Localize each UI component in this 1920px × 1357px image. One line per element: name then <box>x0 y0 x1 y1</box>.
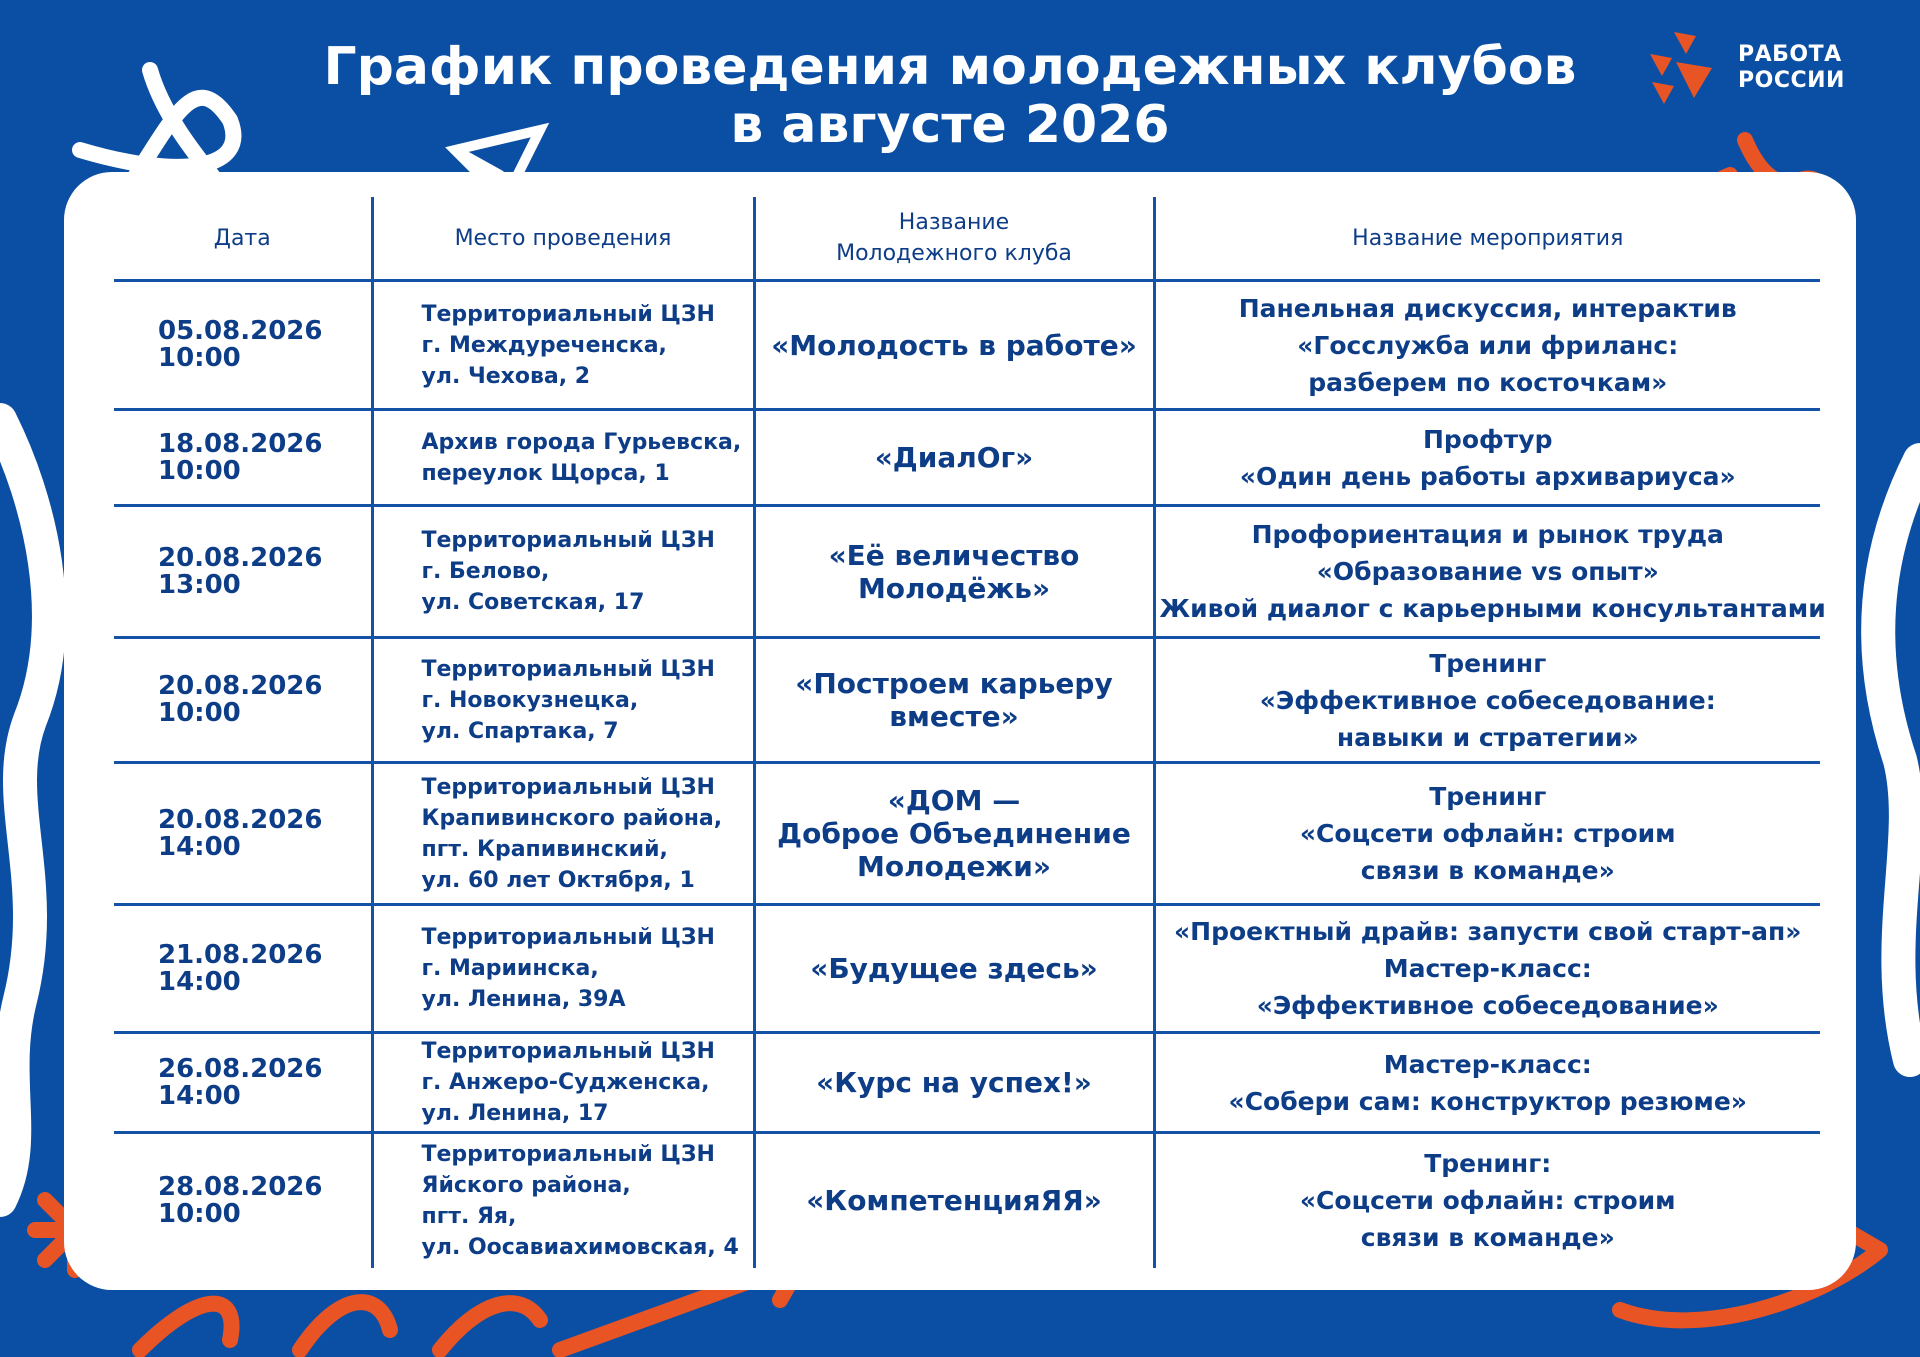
header-date: Дата <box>213 225 271 251</box>
schedule-card <box>64 172 1856 1290</box>
event-line: Профтур <box>1423 424 1553 454</box>
event-cell <box>1154 281 1820 410</box>
place-line: Территориальный ЦЗН <box>421 925 715 950</box>
left-squiggle <box>0 420 49 1200</box>
event-date: 18.08.2026 <box>158 428 323 459</box>
header-event: Название мероприятия <box>1154 197 1820 281</box>
event-cell <box>1154 506 1826 638</box>
place-cell <box>372 506 754 638</box>
place-line: г. Белово, <box>421 559 550 584</box>
event-line: Тренинг <box>1429 648 1547 678</box>
event-date: 20.08.2026 <box>158 542 323 573</box>
club-name-line: «Курс на успех!» <box>816 1066 1092 1099</box>
club-name-line: Молодёжь» <box>857 571 1051 605</box>
table-row <box>114 638 1820 763</box>
place-line: Территориальный ЦЗН <box>421 774 715 800</box>
place-line: Территориальный ЦЗН <box>421 656 715 682</box>
club-name-line: Доброе Объединение <box>777 817 1131 850</box>
place-line: ул. Спартака, 7 <box>421 718 619 744</box>
date-cell <box>114 281 372 410</box>
event-time: 14:00 <box>158 1080 241 1111</box>
event-cell <box>1154 905 1820 1033</box>
event-time: 13:00 <box>158 569 241 600</box>
place-cell <box>372 763 754 905</box>
place-line: ул. Ленина, 39А <box>421 987 626 1012</box>
logo-arrows-icon <box>1646 28 1722 110</box>
event-line: Панельная дискуссия, интерактив <box>1238 293 1737 323</box>
event-cell <box>1154 1133 1820 1268</box>
place-line: Территориальный ЦЗН <box>421 301 715 327</box>
club-name-line: Молодежи» <box>856 850 1052 883</box>
table-header-row <box>114 197 1820 281</box>
event-line: «Соцсети офлайн: строим <box>1299 1186 1676 1216</box>
place-line: Территориальный ЦЗН <box>421 1039 715 1064</box>
place-line: ул. Ленина, 17 <box>421 1101 609 1126</box>
table-row <box>114 281 1820 410</box>
place-line: Крапивинского района, <box>421 805 723 831</box>
date-cell <box>114 638 372 763</box>
place-cell <box>372 905 754 1033</box>
place-cell <box>372 410 754 506</box>
event-line: «Собери сам: конструктор резюме» <box>1228 1086 1747 1116</box>
event-line: «Эффективное собеседование: <box>1259 685 1716 715</box>
table-row <box>114 1133 1820 1268</box>
header-club <box>754 197 1154 281</box>
place-cell <box>372 1133 754 1268</box>
header-place: Место проведения <box>372 197 754 281</box>
place-line: г. Анжеро-Судженска, <box>421 1070 710 1095</box>
place-line: ул. Советская, 17 <box>421 590 645 615</box>
event-line: навыки и стратегии» <box>1336 722 1639 752</box>
club-name-line: «КомпетенцияЯЯ» <box>806 1184 1102 1218</box>
place-cell <box>372 1033 754 1133</box>
event-line: Тренинг: <box>1424 1149 1552 1179</box>
event-line: «Один день работы архивариуса» <box>1239 461 1736 491</box>
date-cell <box>114 410 372 506</box>
date-cell <box>114 905 372 1033</box>
date-cell <box>114 506 372 638</box>
event-date: 26.08.2026 <box>158 1053 323 1084</box>
event-cell <box>1154 638 1820 763</box>
table-row <box>114 905 1820 1033</box>
place-line: переулок Щорса, 1 <box>421 460 670 486</box>
event-line: связи в команде» <box>1360 1223 1615 1253</box>
club-name-line: «Молодость в работе» <box>771 328 1137 362</box>
event-cell <box>1154 410 1820 506</box>
event-time: 10:00 <box>158 698 241 728</box>
event-line: Тренинг <box>1429 782 1547 811</box>
event-date: 20.08.2026 <box>158 804 323 835</box>
place-cell <box>372 281 754 410</box>
place-cell <box>372 638 754 763</box>
event-date: 20.08.2026 <box>158 671 323 701</box>
event-date: 28.08.2026 <box>158 1171 323 1202</box>
club-cell <box>754 281 1154 410</box>
event-line: Мастер-класс: <box>1383 954 1592 983</box>
event-line: «Эффективное собеседование» <box>1256 991 1719 1020</box>
page-title <box>300 38 1600 154</box>
club-cell <box>754 1033 1154 1133</box>
event-time: 10:00 <box>158 343 241 373</box>
event-time: 10:00 <box>158 455 241 486</box>
table-row <box>114 1033 1820 1133</box>
club-name-line: «Построем карьеру <box>795 667 1113 700</box>
club-name-line: «ДиалОг» <box>874 441 1034 474</box>
event-line: «Соцсети офлайн: строим <box>1299 819 1676 848</box>
place-line: ул. Чехова, 2 <box>421 363 591 389</box>
date-cell <box>114 1133 372 1268</box>
event-cell <box>1154 763 1820 905</box>
schedule-table <box>114 197 1826 1268</box>
place-line: пгт. Яя, <box>421 1203 517 1229</box>
event-line: связи в команде» <box>1360 856 1615 885</box>
table-row <box>114 506 1820 638</box>
club-cell <box>754 905 1154 1033</box>
table-row <box>114 763 1820 905</box>
place-line: г. Мариинска, <box>421 956 599 981</box>
club-cell <box>754 638 1154 763</box>
club-name-line: «Будущее здесь» <box>810 952 1098 985</box>
header-club-line2: Молодежного клуба <box>836 241 1072 266</box>
club-cell <box>754 763 1154 905</box>
place-line: пгт. Крапивинский, <box>421 836 668 862</box>
header-club-line1: Название <box>898 210 1010 235</box>
event-line: «Госслужба или фриланс: <box>1297 330 1679 360</box>
right-squiggle <box>1878 460 1920 1060</box>
event-cell <box>1154 1033 1820 1133</box>
event-time: 10:00 <box>158 1198 241 1229</box>
event-date: 05.08.2026 <box>158 316 323 346</box>
event-line: «Проектный драйв: запусти свой старт-ап» <box>1174 917 1802 946</box>
place-line: Яйского района, <box>421 1172 631 1198</box>
club-name-line: вместе» <box>889 700 1019 733</box>
club-cell <box>754 506 1154 638</box>
event-line: Живой диалог с карьерными консультантами <box>1159 594 1826 623</box>
event-line: разберем по косточкам» <box>1308 367 1668 397</box>
club-name-line: «Её величество <box>828 538 1080 572</box>
event-line: Профориентация и рынок труда <box>1251 520 1724 549</box>
club-cell <box>754 410 1154 506</box>
logo-text-line2: РОССИИ <box>1738 68 1845 93</box>
page-title-line1: График проведения молодежных клубов <box>323 37 1577 97</box>
logo-text-line1: РАБОТА <box>1738 42 1842 67</box>
place-line: ул. 60 лет Октября, 1 <box>421 867 695 893</box>
event-time: 14:00 <box>158 831 241 862</box>
table-row <box>114 410 1820 506</box>
club-name-line: «ДОМ — <box>887 784 1021 817</box>
event-line: «Образование vs опыт» <box>1316 557 1659 586</box>
event-line: Мастер-класс: <box>1383 1049 1592 1079</box>
club-cell <box>754 1133 1154 1268</box>
date-cell <box>114 1033 372 1133</box>
event-date: 21.08.2026 <box>158 939 323 970</box>
place-line: г. Новокузнецка, <box>421 687 639 713</box>
place-line: Архив города Гурьевска, <box>421 429 742 455</box>
place-line: г. Междуреченска, <box>421 332 667 358</box>
page-title-line2: в августе 2026 <box>730 95 1170 155</box>
event-time: 14:00 <box>158 966 241 997</box>
place-line: Территориальный ЦЗН <box>421 528 715 553</box>
place-line: Территориальный ЦЗН <box>421 1141 715 1167</box>
date-cell <box>114 763 372 905</box>
place-line: ул. Оосавиахимовская, 4 <box>421 1234 739 1260</box>
